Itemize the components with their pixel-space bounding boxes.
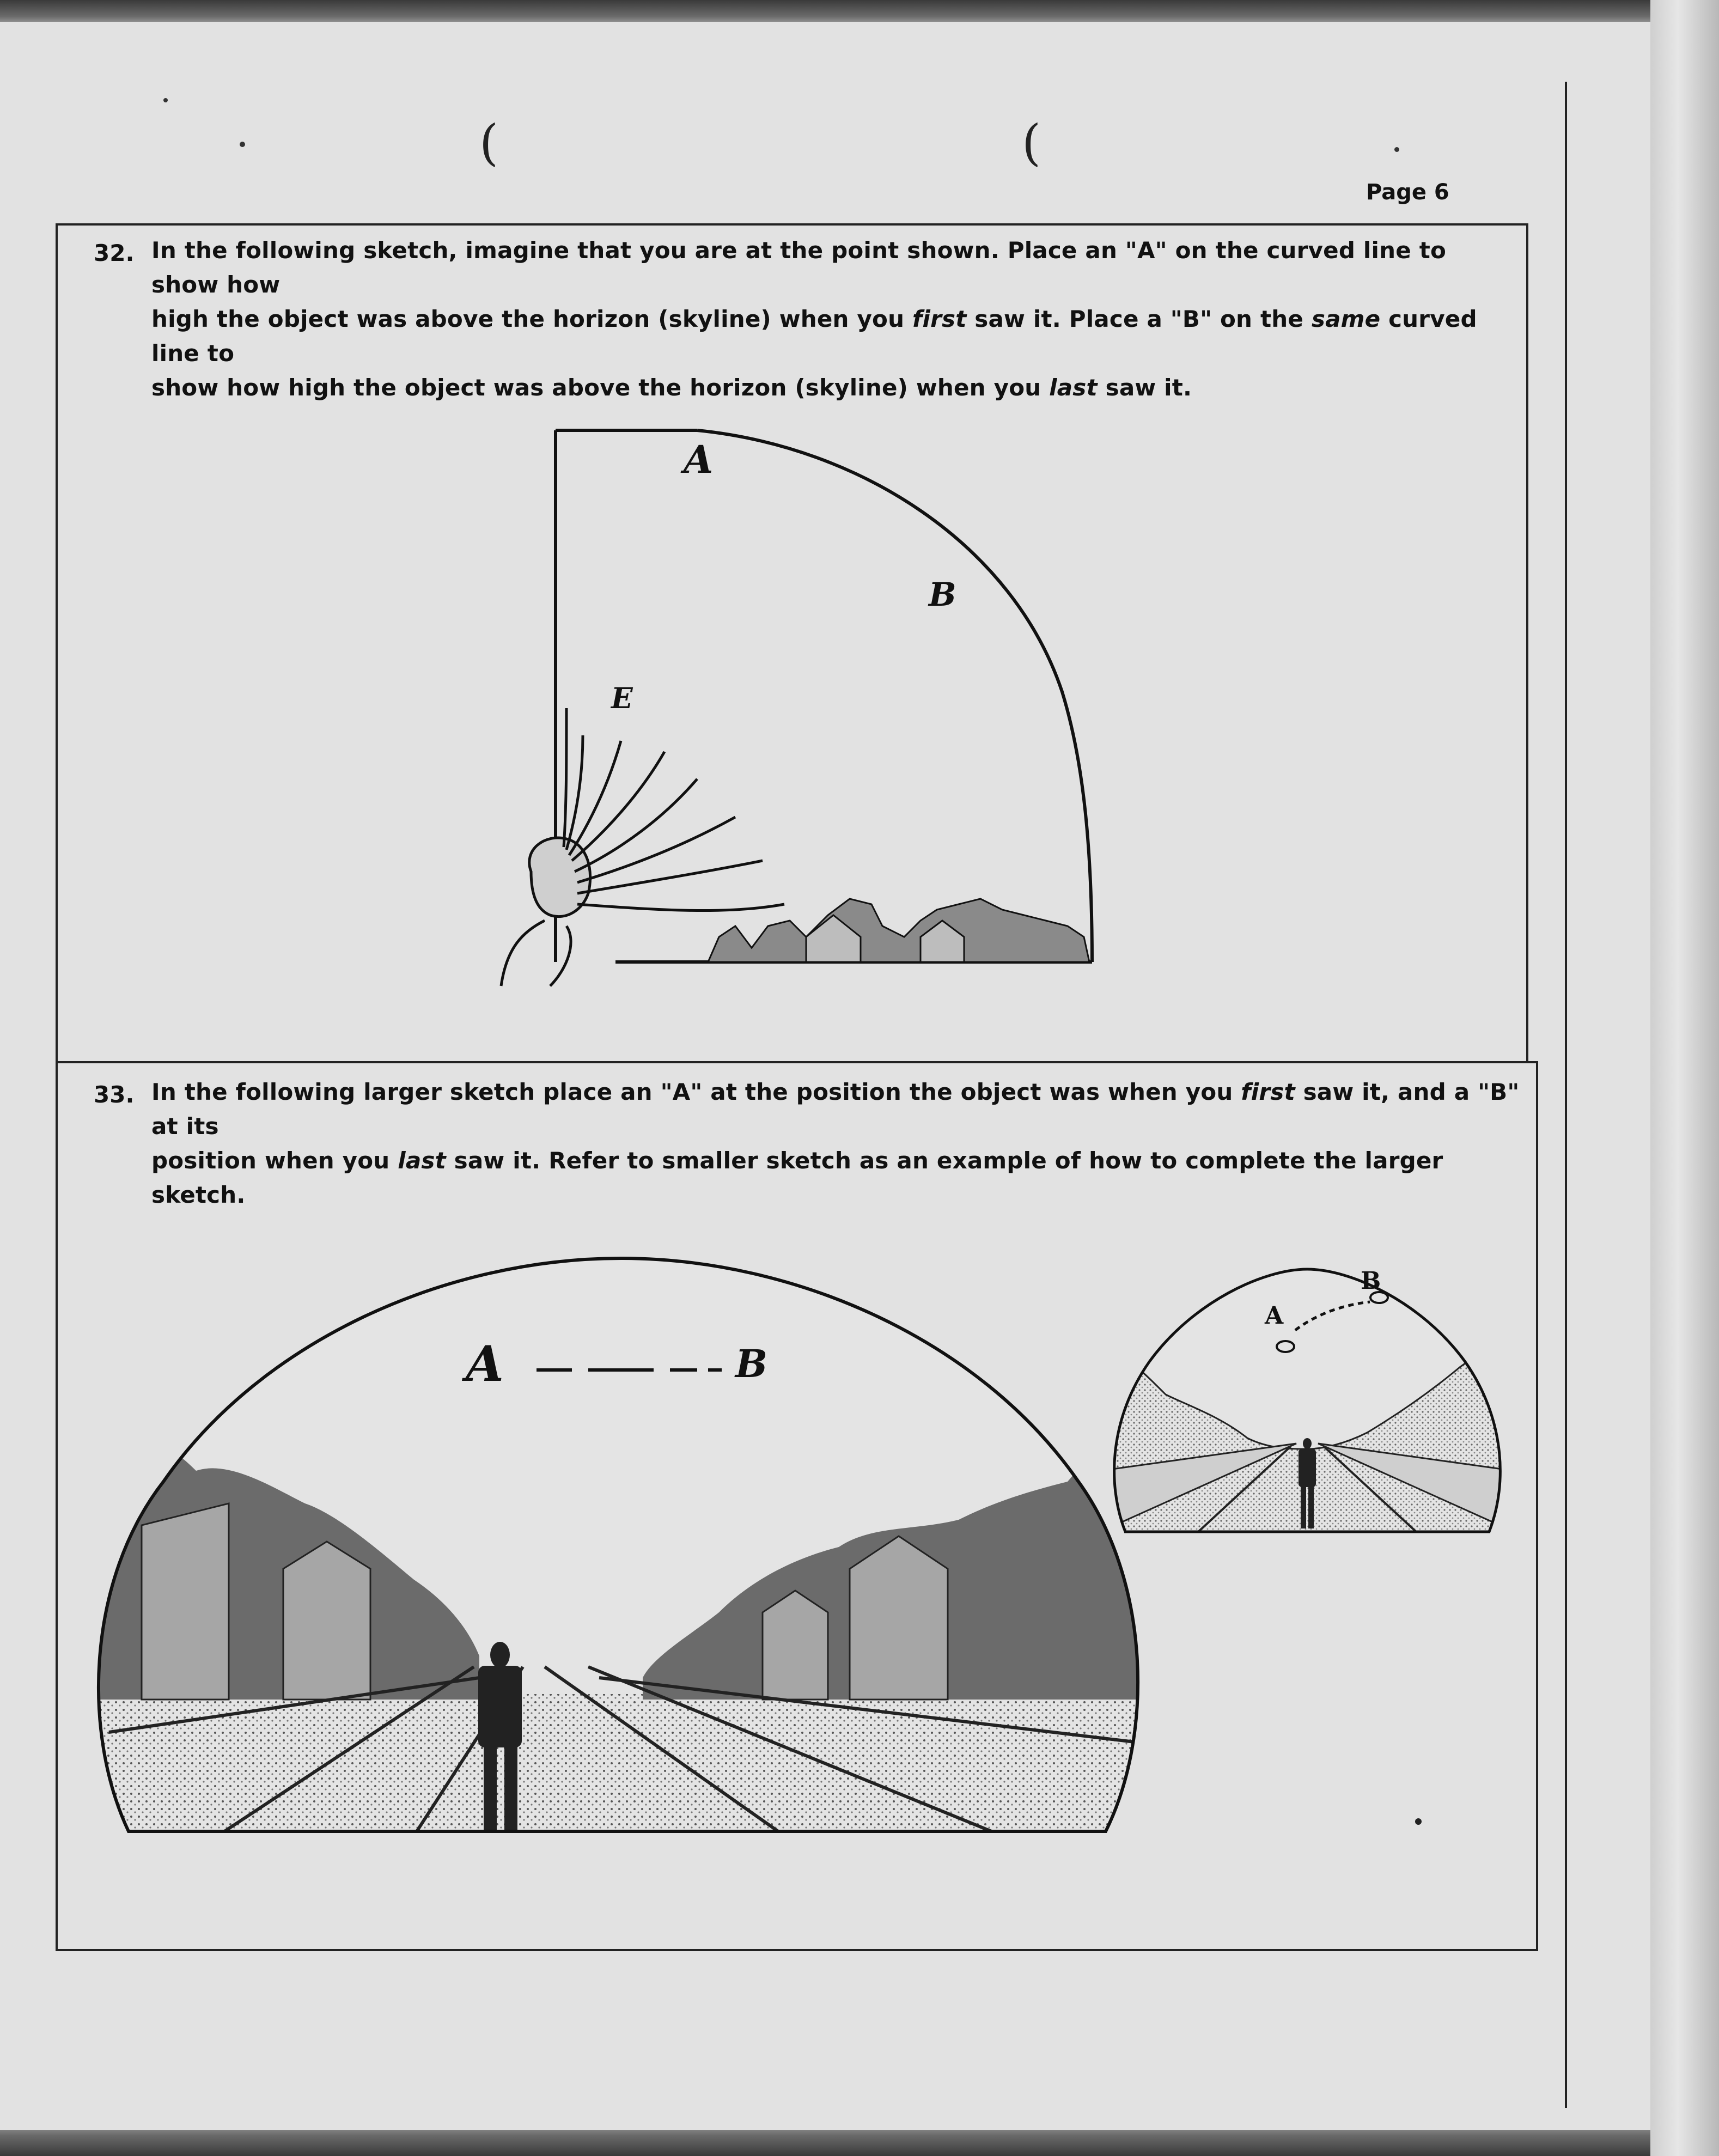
example-label-b: B xyxy=(1361,1267,1381,1295)
handwritten-e-mark: E xyxy=(611,682,633,715)
question-32-line-3: show how high the object was above the horizon (skyline) when you last saw it. xyxy=(151,374,1192,401)
scan-mark-left: ( xyxy=(479,114,499,172)
handwritten-b-mark: B xyxy=(929,576,956,614)
handwritten-b-mark: B xyxy=(735,1341,768,1386)
page-number: Page 6 xyxy=(1366,180,1449,205)
question-32-line-2: high the object was above the horizon (skyline) when you first saw it. Place a "B" on the same curved line to xyxy=(151,306,1477,367)
scan-mark-right: ( xyxy=(1022,114,1041,172)
handwritten-a-mark: A xyxy=(466,1335,504,1393)
handwritten-a-mark: A xyxy=(684,437,714,482)
question-32-line-1: In the following sketch, imagine that you are at the point shown. Place an "A" on the curved line to show how xyxy=(151,237,1447,298)
question-33-line-2: position when you last saw it. Refer to smaller sketch as an example of how to complete the larger sketch. xyxy=(151,1147,1443,1208)
example-label-a: A xyxy=(1265,1302,1284,1330)
question-33-line-1: In the following larger sketch place an "A" at the position the object was when you first saw it, and a "B" at its xyxy=(151,1079,1520,1140)
question-33-number: 33. xyxy=(94,1081,135,1108)
question-32-number: 32. xyxy=(94,240,135,266)
